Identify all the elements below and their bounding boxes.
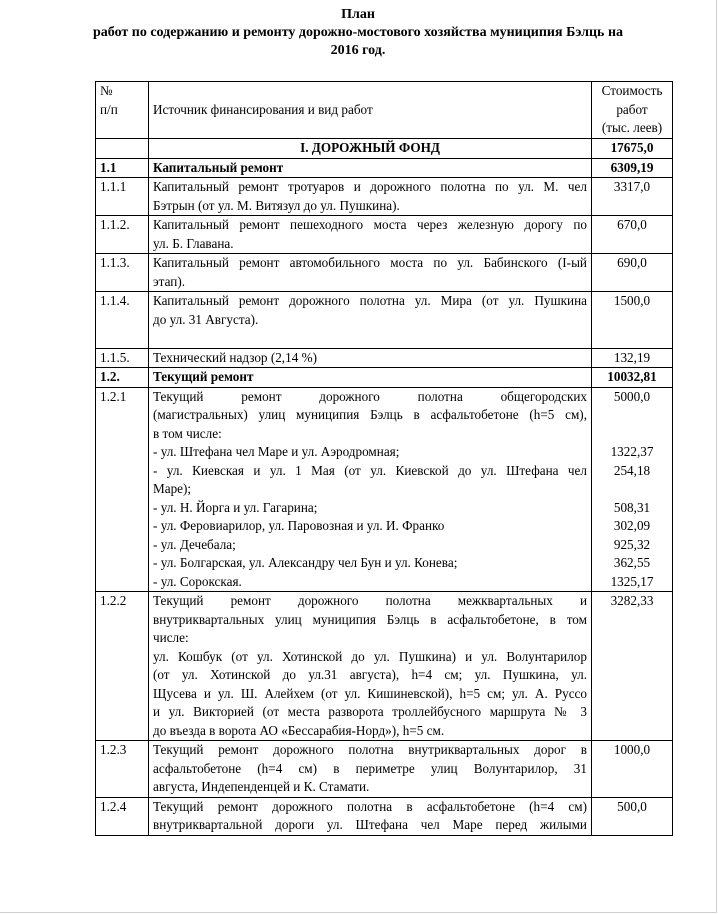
num-cell <box>96 139 149 159</box>
list-item: - ул. Киевская и ул. 1 Мая (от ул. Киевской до ул. Штефана чел <box>153 462 587 478</box>
row-desc-cell <box>149 592 592 741</box>
row-desc-line: (от ул. Хотинской до ул.31 августа), h=4 см; ул. Пушкина, ул. <box>153 667 587 682</box>
table-row <box>96 387 673 592</box>
row-desc-line: Капитальный ремонт автомобильного моста по ул. Бабинского (I-ый <box>153 255 587 270</box>
item-cost: 925,32 <box>613 536 651 552</box>
row-num: 1.1 <box>96 158 149 178</box>
header-cost-line2: работ <box>616 101 648 117</box>
row-desc-line: этап). <box>153 273 186 289</box>
row-num: 1.2.4 <box>96 797 149 835</box>
header-source: Источник финансирования и вид работ <box>153 101 373 117</box>
table-row <box>96 216 673 254</box>
row-desc-line: ул. Б. Главана. <box>153 235 234 251</box>
header-cost-line3: (тыс. леев) <box>601 120 663 135</box>
table-row <box>96 254 673 292</box>
title-line-3: 2016 год. <box>330 43 386 58</box>
list-item: - ул. Сорокская. <box>153 573 242 589</box>
row-desc-line: августа, Индепенденцей и К. Стамати. <box>153 779 370 794</box>
row-desc-line: Капитальный ремонт дорожного полотна ул. Мира (от ул. Пушкина <box>153 293 587 308</box>
row-num: 1.2.1 <box>96 387 149 592</box>
table-row <box>96 178 673 216</box>
section-fund-cost: 17675,0 <box>592 139 673 159</box>
section-fund-label: I. ДОРОЖНЫЙ ФОНД <box>149 139 592 159</box>
row-desc-cell <box>149 254 592 292</box>
table-row <box>96 592 673 741</box>
row-desc: Технический надзор (2,14 %) <box>149 348 592 368</box>
row-desc-cell <box>149 292 592 349</box>
row-desc-line: Капитальный ремонт пешеходного моста через железную дорогу по <box>153 217 587 232</box>
row-desc-cell <box>149 178 592 216</box>
row-desc-line: Текущий ремонт дорожного полотна общегородских <box>153 388 587 404</box>
row-cost: 6309,19 <box>592 158 673 178</box>
row-num: 1.2. <box>96 368 149 388</box>
row-desc-line: Текущий ремонт дорожного полотна внутриквартальных дорог в <box>153 742 587 757</box>
row-num: 1.1.5. <box>96 348 149 368</box>
header-source-cell <box>149 82 592 139</box>
row-cost: 690,0 <box>592 254 673 292</box>
row-cost: 1000,0 <box>592 741 673 798</box>
table-row <box>96 158 673 178</box>
table-row <box>96 139 673 159</box>
row-cost: 500,0 <box>592 797 673 835</box>
row-cost-cell <box>592 387 673 592</box>
item-cost: 254,18 <box>613 462 651 478</box>
row-cost: 5000,0 <box>613 388 651 404</box>
item-cost: 508,31 <box>613 499 651 515</box>
table-header <box>96 82 673 139</box>
list-item: - ул. Н. Йорга и ул. Гагарина; <box>153 499 318 515</box>
item-cost: 1325,17 <box>610 573 654 589</box>
row-desc-line: до въезда в ворота АО «Бессарабия-Норд»), h=5 см. <box>153 722 445 738</box>
row-num: 1.1.3. <box>96 254 149 292</box>
row-desc-line: Текущий ремонт дорожного полотна межквартальных и <box>153 593 587 608</box>
row-cost: 3317,0 <box>592 178 673 216</box>
row-cost: 670,0 <box>592 216 673 254</box>
row-num: 1.1.4. <box>96 292 149 349</box>
table-row <box>96 348 673 368</box>
list-item-cont: Маре); <box>153 481 192 496</box>
list-item: - ул. Феровиарилор, ул. Паровозная и ул. И. Франко <box>153 518 445 533</box>
row-desc-line: Бэтрын (от ул. М. Витязул до ул. Пушкина). <box>153 197 400 213</box>
row-desc-line: внутриквартальных улиц муниципия Бэлць в асфальтобетоне, в том <box>153 611 587 627</box>
row-num: 1.1.2. <box>96 216 149 254</box>
header-num-cell <box>96 82 149 139</box>
row-desc-line: асфальтобетоне (h=4 см) в периметре улиц Волунтарилор, 31 <box>153 760 587 776</box>
row-cost: 10032,81 <box>592 368 673 388</box>
table-row <box>96 292 673 349</box>
row-desc-line: в том числе: <box>153 425 222 441</box>
works-table <box>95 81 673 836</box>
item-cost: 302,09 <box>613 518 651 533</box>
header-cost-cell <box>592 82 673 139</box>
row-desc-line: Текущий ремонт дорожного полотна в асфальтобетоне (h=4 см) <box>153 798 587 814</box>
header-num-line1: № <box>100 83 113 98</box>
table-row <box>96 368 673 388</box>
list-item: - ул. Дечебала; <box>153 536 236 552</box>
row-desc: Капитальный ремонт <box>149 158 592 178</box>
row-num: 1.2.2 <box>96 592 149 741</box>
table-row <box>96 741 673 798</box>
header-num-line2: п/п <box>100 101 118 117</box>
item-cost: 362,55 <box>613 555 651 570</box>
row-num: 1.1.1 <box>96 178 149 216</box>
row-desc-line: ул. Кошбук (от ул. Хотинской до ул. Пушкина) и ул. Волунтарилор <box>153 648 587 664</box>
row-cost: 132,19 <box>592 348 673 368</box>
title-line-2: работ по содержанию и ремонту дорожно-мостового хозяйства муниципия Бэлць на <box>92 25 624 40</box>
list-item: - ул. Болгарская, ул. Александру чел Бун и ул. Конева; <box>153 555 458 570</box>
document-title <box>0 6 716 60</box>
row-desc-cell <box>149 797 592 835</box>
row-desc-cell <box>149 741 592 798</box>
row-desc-line: и ул. Викторией (от места разворота троллейбусного маршрута № 3 <box>153 704 587 719</box>
list-item: - ул. Штефана чел Маре и ул. Аэродромная; <box>153 444 400 459</box>
row-desc-line: (магистральных) улиц муниципия Бэлць в асфальтобетоне (h=5 см), <box>153 407 587 422</box>
row-desc-line: числе: <box>153 630 189 645</box>
row-desc: Текущий ремонт <box>149 368 592 388</box>
row-desc-line: Щусева и ул. Ш. Алейхем (от ул. Кишиневской), h=5 см; ул. А. Руссо <box>153 685 587 701</box>
table-row <box>96 797 673 835</box>
row-desc-line: до ул. 31 Августа). <box>153 311 259 327</box>
row-cost: 1500,0 <box>592 292 673 349</box>
title-line-1: План <box>341 7 375 22</box>
item-cost: 1322,37 <box>610 444 654 459</box>
row-desc-line: Капитальный ремонт тротуаров и дорожного полотна по ул. М. чел <box>153 179 587 194</box>
row-desc-cell <box>149 387 592 592</box>
row-cost: 3282,33 <box>592 592 673 741</box>
header-cost-line1: Стоимость <box>601 83 663 98</box>
row-desc-cell <box>149 216 592 254</box>
row-desc-line: внутриквартальной дороги ул. Штефана чел Маре перед жилыми <box>153 817 587 832</box>
row-num: 1.2.3 <box>96 741 149 798</box>
